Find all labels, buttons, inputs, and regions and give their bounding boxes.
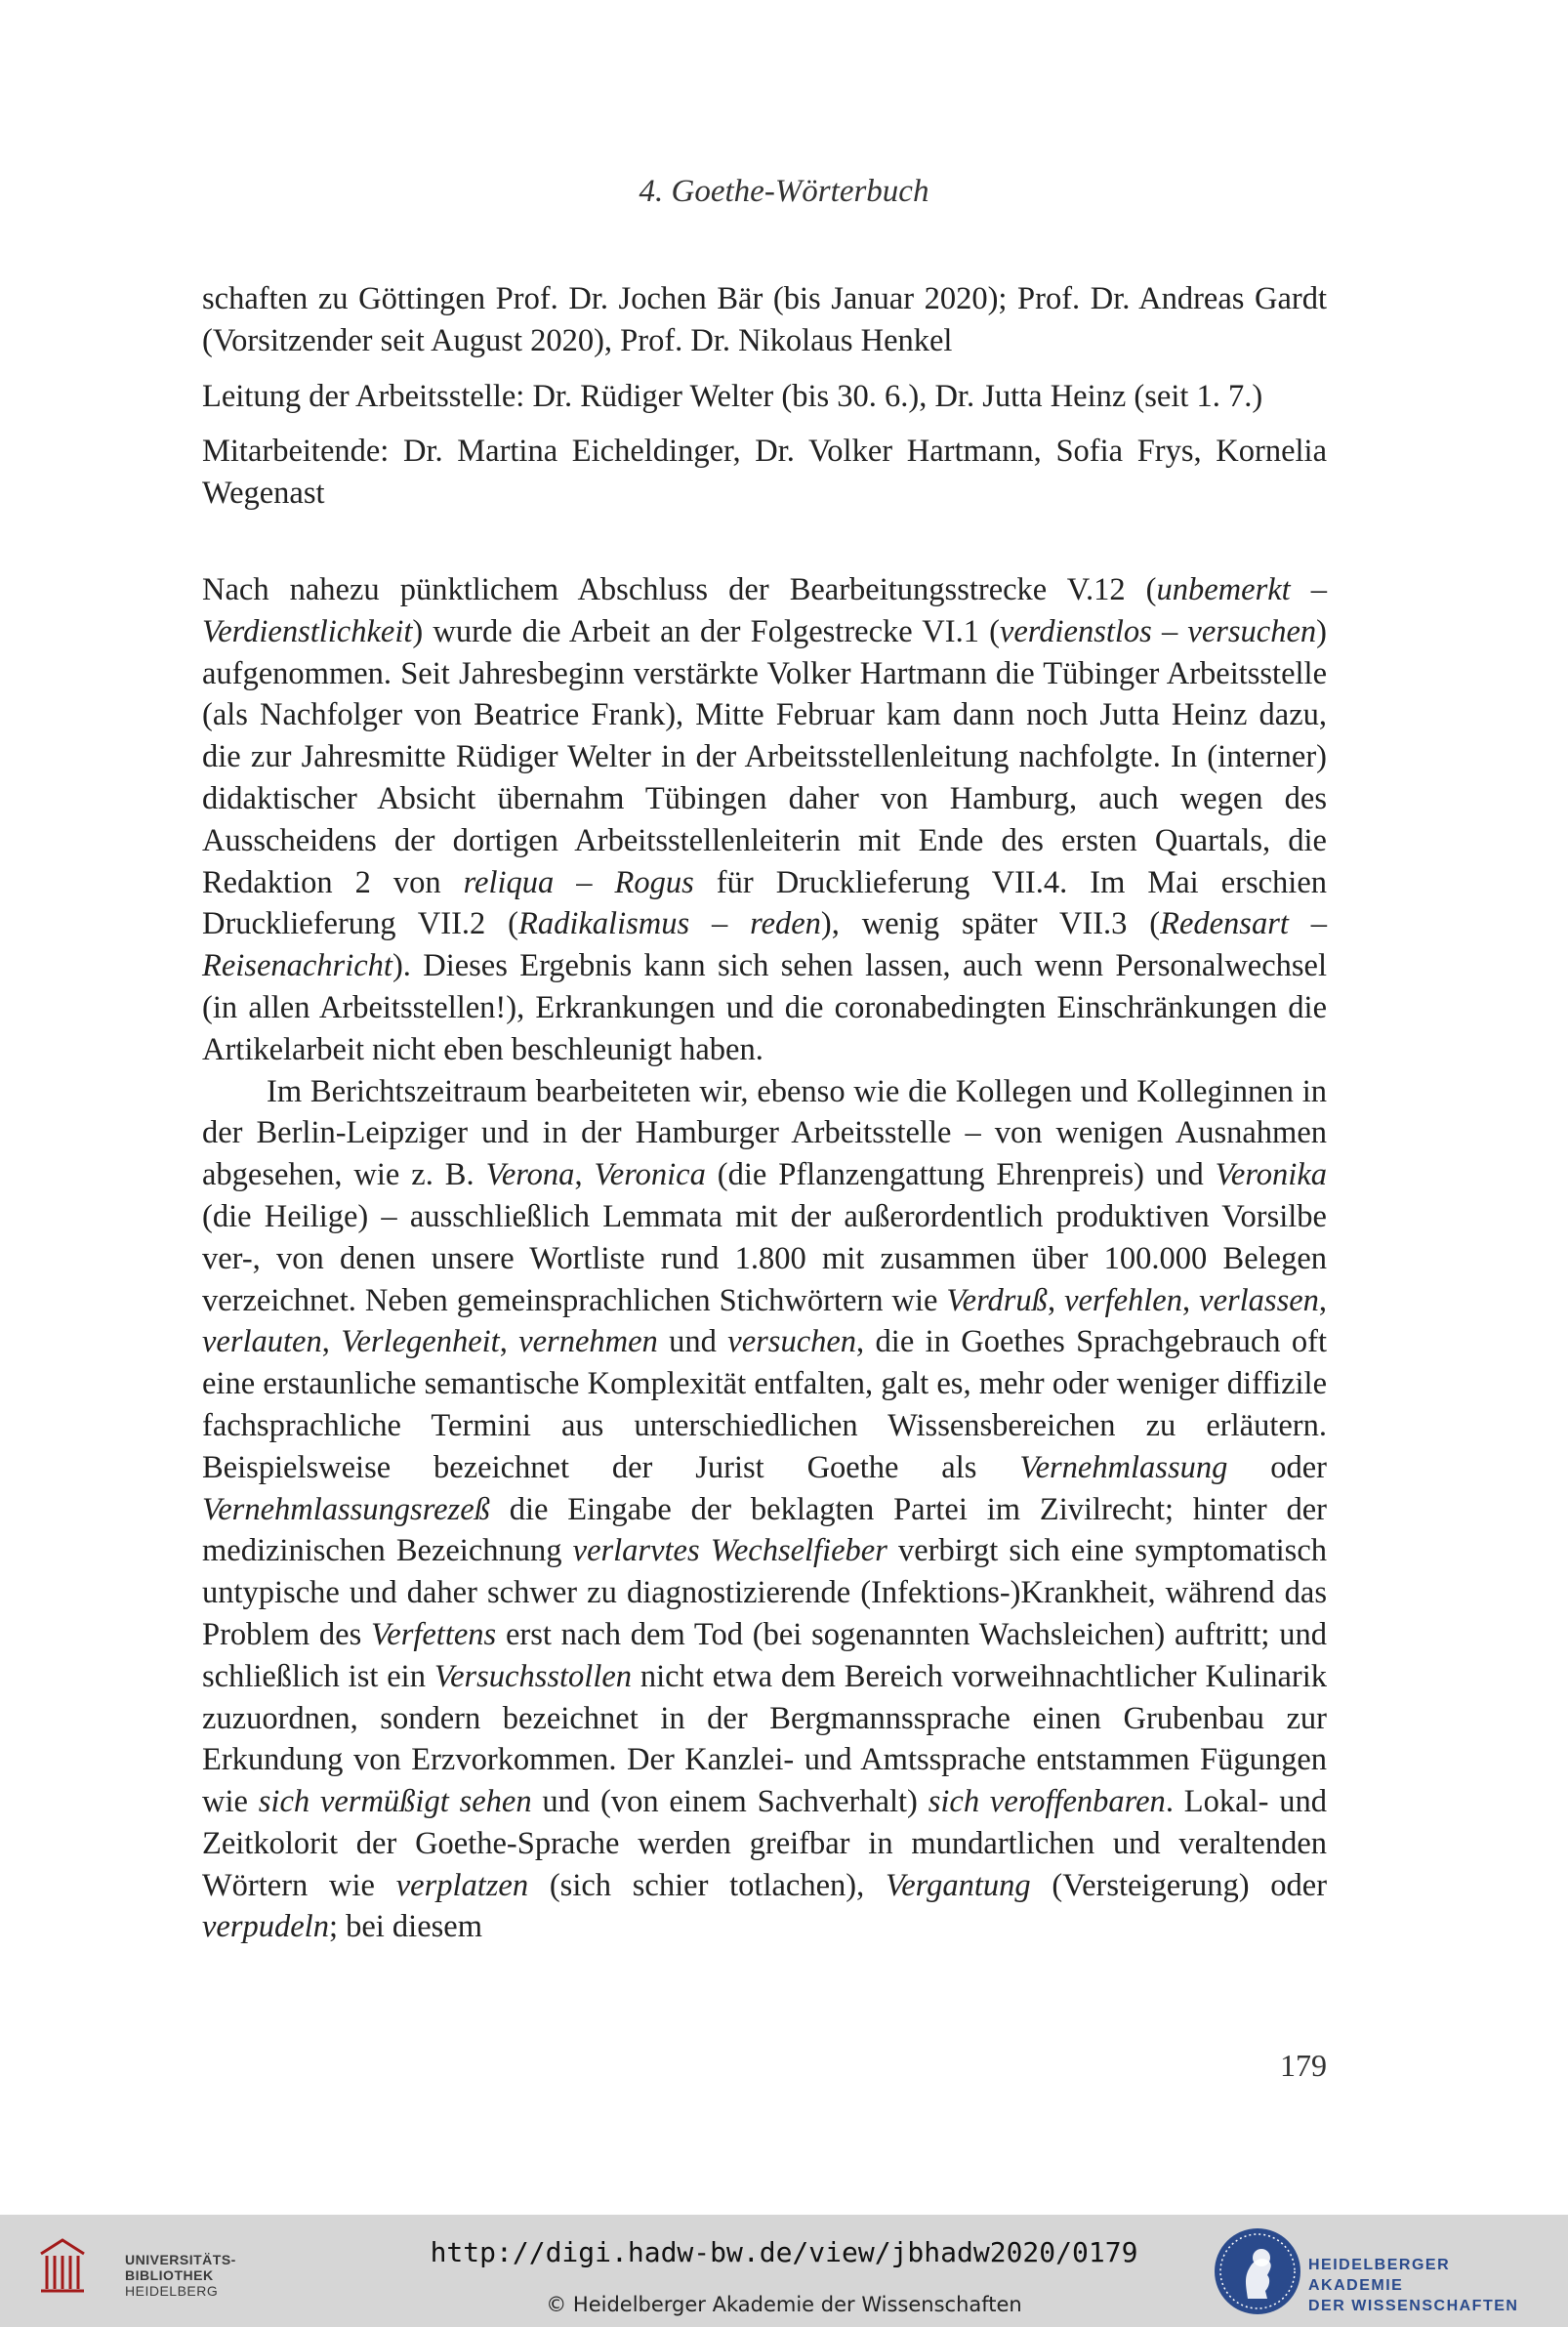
italic-term: Verfettens <box>371 1616 497 1652</box>
italic-term: Verona <box>485 1157 575 1193</box>
italic-term: Vernehmlassungsrezeß <box>202 1491 490 1527</box>
italic-term: verdienstlos – versuchen <box>999 613 1317 649</box>
italic-term: Veronica <box>594 1157 706 1193</box>
running-header: 4. Goethe-Wörterbuch <box>639 174 929 209</box>
italic-term: verlarvtes Wechselfieber <box>572 1533 887 1569</box>
italic-term: verfehlen <box>1064 1282 1182 1318</box>
italic-term: Verdruß <box>946 1282 1048 1318</box>
footer-url-link[interactable]: http://digi.hadw-bw.de/view/jbhadw2020/0179 <box>430 2236 1138 2268</box>
italic-term: verpudeln <box>202 1909 329 1945</box>
page-number: 179 <box>1280 2048 1327 2083</box>
italic-term: sich veroffenbaren <box>928 1784 1166 1820</box>
paragraph-progress: Nach nahezu pünktlichem Abschluss der Bearbeitungsstrecke V.12 (unbemerkt – Verdienstlichkeit) wurde die Arbeit an der Folgestrecke VI.1 (verdienstlos – versuchen) aufgenommen. Seit Jahresbeginn verstärkte Volker Hartmann die Tübinger Arbeitsstelle (als Nachfolger von Beatrice Frank), Mitte Februar kam dann noch Jutta Heinz dazu, die zur Jahresmitte Rüdiger Welter in der Arbeitsstellenleitung nachfolgte. In (interner) didaktischer Absicht übernahm Tübingen daher von Hamburg, auch wegen des Ausscheidens der dortigen Arbeitsstellenleiterin mit Ende des ersten Quartals, die Redaktion 2 von reliqua – Rogus für Drucklieferung VII.4. Im Mai erschien Drucklieferung VII.2 (Radikalismus – reden), wenig später VII.3 (Redensart – Reisenachricht). Dieses Ergebnis kann sich sehen lassen, auch wenn Personalwechsel (in allen Arbeitsstellen!), Erkrankungen und die coronabedingten Einschränkungen die Artikelarbeit nicht eben beschleunigt haben. <box>202 571 1328 1067</box>
italic-term: verlassen <box>1199 1282 1319 1318</box>
italic-term: Redensart – Reisenachricht <box>202 906 1328 984</box>
body-text <box>202 278 1327 1948</box>
italic-term: unbemerkt – Verdienstlichkeit <box>202 571 1327 649</box>
paragraph-lemmata: Im Berichtszeitraum bearbeiteten wir, ebenso wie die Kollegen und Kolleginnen in der Berlin-Leipziger und in der Hamburger Arbeitsstelle – von wenigen Ausnahmen abgesehen, wie z. B. Verona, Veronica (die Pflanzengattung Ehrenpreis) und Veronika (die Heilige) – ausschließlich Lemmata mit der außerordentlich produktiven Vorsilbe ver-, von denen unsere Wortliste rund 1.800 mit zusammen über 100.000 Belegen verzeichnet. Neben gemeinsprachlichen Stichwörtern wie Verdruß, verfehlen, verlassen, verlauten, Verlegenheit, vernehmen und versuchen, die in Goethes Sprachgebrauch oft eine erstaunliche semantische Komplexität entfalten, galt es, mehr oder weniger diffizile fachsprachliche Termini aus unterschiedlichen Wissensbereichen zu erläutern. Beispielsweise bezeichnet der Jurist Goethe als Vernehmlassung oder Vernehmlassungsrezeß die Eingabe der beklagten Partei im Zivilrecht; hinter der medizinischen Bezeichnung verlarvtes Wechselfieber verbirgt sich eine symptomatisch untypische und daher schwer zu diagnostizierende (Infektions-)Krankheit, während das Problem des Verfettens erst nach dem Tod (bei sogenannten Wachsleichen) auftritt; und schließlich ist ein Versuchsstollen nicht etwa dem Bereich vorweihnachtlicher Kulinarik zuzuordnen, sondern bezeichnet in der Bergmannssprache einen Grubenbau zur Erkundung von Erzvorkommen. Der Kanzlei- und Amtssprache entstammen Fügungen wie sich vermüßigt sehen und (von einem Sachverhalt) sich veroffenbaren. Lokal- und Zeitkolorit der Goethe-Sprache werden greifbar in mundartlichen und veraltenden Wörtern wie verplatzen (sich schier totlachen), Vergantung (Versteigerung) oder verpudeln; bei diesem <box>202 1073 1328 1945</box>
italic-term: sich vermüßigt sehen <box>258 1784 532 1820</box>
italic-term: Vernehmlassung <box>1019 1449 1228 1485</box>
italic-term: reliqua – Rogus <box>463 864 694 900</box>
italic-term: verplatzen <box>395 1867 529 1903</box>
italic-term: Verlegenheit <box>341 1324 500 1360</box>
italic-term: verlauten <box>202 1324 322 1360</box>
paragraph-staff: Mitarbeitende: Dr. Martina Eicheldinger, Dr. Volker Hartmann, Sofia Frys, Kornelia Wegenast <box>202 434 1327 512</box>
italic-term: Veronika <box>1215 1157 1327 1193</box>
italic-term: versuchen <box>727 1324 857 1360</box>
paragraph-board: schaften zu Göttingen Prof. Dr. Jochen Bär (bis Januar 2020); Prof. Dr. Andreas Gardt (Vorsitzender seit August 2020), Prof. Dr. Nikolaus Henkel <box>202 281 1327 358</box>
italic-term: Versuchsstollen <box>433 1658 633 1694</box>
footer-band <box>0 2215 1568 2327</box>
hadw-logo-text: HEIDELBERGER AKADEMIE DER WISSENSCHAFTEN <box>1308 2257 1519 2314</box>
footer-copyright: © Heidelberger Akademie der Wissenschaften <box>546 2293 1022 2316</box>
italic-term: Radikalismus – reden <box>518 906 821 942</box>
paragraph-leadership: Leitung der Arbeitsstelle: Dr. Rüdiger Welter (bis 30. 6.), Dr. Jutta Heinz (seit 1. 7.) <box>202 378 1263 414</box>
ub-logo-text: UNIVERSITÄTS- BIBLIOTHEK HEIDELBERG <box>125 2252 236 2299</box>
italic-term: Vergantung <box>885 1867 1031 1903</box>
italic-term: vernehmen <box>518 1324 658 1360</box>
hadw-seal-icon <box>1211 2223 1304 2316</box>
hadw-logo <box>1211 2223 1543 2320</box>
